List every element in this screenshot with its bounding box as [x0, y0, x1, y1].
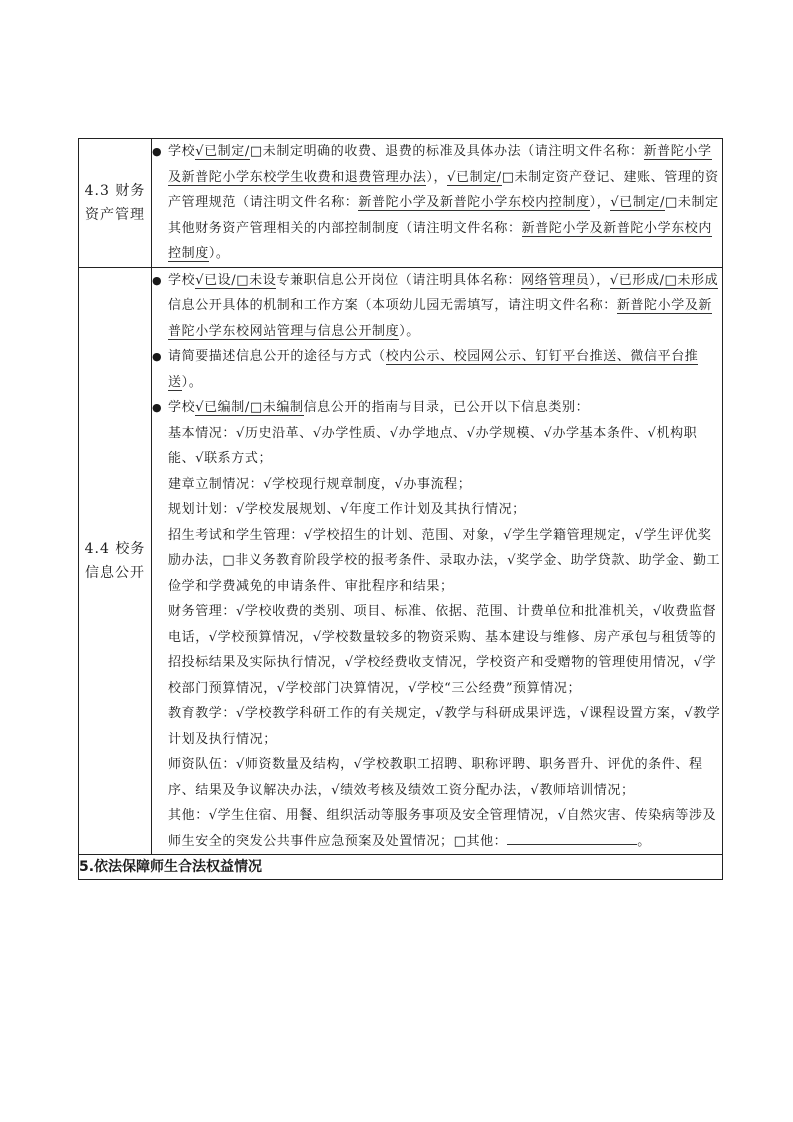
item-text: 专兼职信息公开岗位（请注明具体名称：	[276, 272, 522, 288]
item-text: 学校	[168, 144, 196, 159]
category-line: 师资队伍：√师资数量及结构，√学校教职工招聘、职称评聘、职务晋升、评优的条件、程序、结果及争议解决办法，√绩效考核及绩效工资分配办法，√教师培训情况；	[168, 757, 703, 798]
other-end: 。	[637, 833, 651, 849]
filled-answer: 校内公示、校园网公示、钉钉平台推送、微信平台推送	[168, 349, 699, 390]
filled-answer: √已制定/	[610, 195, 665, 210]
item-text: □未制定	[249, 144, 304, 159]
item-text: ）。	[181, 374, 203, 390]
item-text: 信息公开具体的机制和工作方案（本项幼儿园无需填写，请注明文件名称：	[168, 298, 617, 313]
label-line: 4.3 财务	[84, 182, 146, 199]
filled-answer: 新普陀小学及新普陀小学东校内控制度	[358, 195, 590, 210]
label-line: 4.4 校务	[84, 540, 146, 557]
bullet-icon: ●	[152, 350, 163, 363]
item-text: 明确的收费、退费的标准及具体办法（请注明文件名称：	[303, 144, 644, 159]
row-finance	[79, 139, 723, 268]
bullet-item	[152, 268, 722, 345]
bullet-icon: ●	[152, 401, 163, 414]
filled-answer: √已设/□未设	[195, 272, 277, 288]
info-items	[152, 268, 722, 421]
row-info-disclosure	[79, 267, 723, 855]
bullet-icon: ●	[152, 273, 163, 287]
row-section-5	[79, 855, 723, 880]
section-title: 5.依法保障师生合法权益情况	[79, 855, 723, 880]
filled-answer: 新普陀小学及新普陀小学东校内控制度	[168, 220, 713, 261]
category-line: 教育教学：√学校教学科研工作的有关规定，√教学与科研成果评选，√课程设置方案，√教学计划及执行情况；	[168, 706, 721, 747]
row-label-info	[79, 267, 152, 855]
item-text: ），	[589, 195, 611, 210]
bullet-item	[152, 344, 722, 395]
filled-answer: √已制定/	[447, 169, 502, 185]
item-text: □未制定	[501, 169, 556, 185]
item-text: 信息公开的指南与目录，已公开以下信息类别：	[303, 400, 590, 415]
bullet-icon: ●	[152, 145, 163, 158]
item-text: ），	[426, 169, 448, 185]
item-text: 学校	[168, 400, 196, 415]
other-blank-field[interactable]	[507, 830, 637, 845]
row-label-finance	[79, 139, 152, 268]
item-text: 学校	[168, 272, 196, 288]
filled-answer: √已形成/□未形成	[609, 272, 719, 288]
category-line: 建章立制情况：√学校现行规章制度，√办事流程；	[168, 476, 472, 492]
filled-answer: √已编制/□未编制	[195, 400, 304, 415]
item-text: 其他财务资产管理相关的内部控制制度（请注明文件名称：	[168, 220, 522, 236]
category-line: 基本情况：√历史沿革、√办学性质、√办学地点、√办学规模、√办学基本条件、√机构职能、√联系方式；	[168, 425, 698, 466]
other-line	[152, 803, 722, 854]
filled-answer: 新普陀小学及新普陀小学东校网站管理与信息公开制度	[168, 298, 713, 339]
item-text: ），	[589, 272, 610, 288]
bullet-item	[152, 395, 722, 421]
category-line: 规划计划：√学校发展规划、√年度工作计划及其执行情况；	[168, 502, 526, 517]
bullet-item	[152, 139, 722, 267]
item-text: ）。	[208, 246, 230, 261]
item-text: □未制定	[664, 195, 719, 210]
finance-content	[152, 139, 723, 268]
filled-answer: √已制定/	[195, 144, 250, 159]
category-line: 财务管理：√学校收费的类别、项目、标准、依据、范围、计费单位和批准机关，√收费监督电话，√学校预算情况，√学校数量较多的物资采购、基本建设与维修、房产承包与租赁等的招投标结果及实际执行情况，√学校经费收支情况，学校资产和受赠物的管理使用情况，√学校部门预算情况，√学校部门决算情况，√学校“三公经费”预算情况；	[168, 604, 717, 696]
filled-answer: 网络管理员	[521, 272, 590, 288]
item-text: ）。	[399, 323, 420, 339]
item-text: 资产登记、建账、管理的资产管理规范（请注明文件名称：	[168, 169, 719, 210]
info-content	[152, 267, 723, 855]
label-line: 资产管理	[85, 206, 145, 223]
item-text: 请简要描述信息公开的途径与方式（	[168, 349, 386, 364]
label-line: 信息公开	[85, 564, 145, 581]
category-line: 招生考试和学生管理：√学校招生的计划、范围、对象，√学生学籍管理规定，√学生评优奖励办法，□非义务教育阶段学校的报考条件、录取办法，√奖学金、助学贷款、助学金、勤工俭学和学费减免的申请条件、审批程序和结果；	[168, 527, 721, 594]
other-text: 其他：√学生住宿、用餐、组织活动等服务事项及安全管理情况，√自然灾害、传染病等涉及师生安全的突发公共事件应急预案及处置情况；□其他：	[168, 808, 717, 849]
info-categories	[152, 421, 722, 804]
filled-answer: 新普陀小学及新普陀小学东校学生收费和退费管理办法	[168, 144, 712, 185]
form-table	[78, 138, 723, 880]
